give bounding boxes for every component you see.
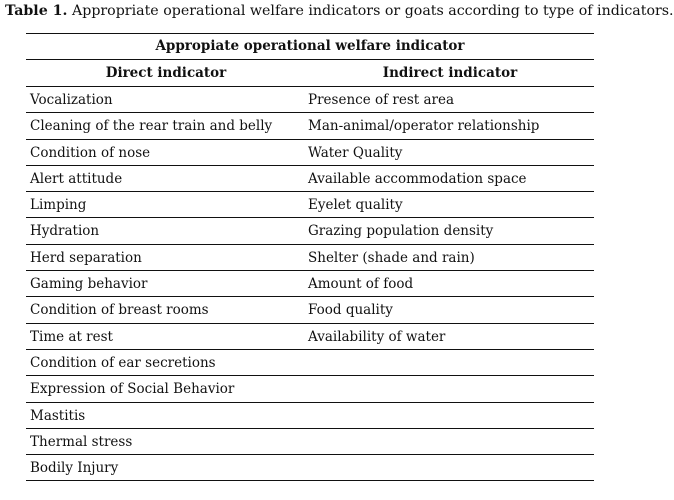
column-header-direct: Direct indicator (105, 65, 227, 81)
table-row (26, 87, 594, 113)
direct-indicator-cell: Limping (30, 197, 87, 214)
indirect-indicator-cell: Amount of food (308, 276, 414, 293)
indirect-indicator-cell: Water Quality (308, 144, 403, 161)
indirect-indicator-cell (308, 376, 594, 401)
caption-label: Table 1. (5, 3, 68, 19)
indirect-indicator-cell: Presence of rest area (308, 92, 455, 108)
direct-indicator-cell: Herd separation (30, 249, 142, 266)
direct-indicator-cell: Vocalization (30, 92, 113, 108)
indirect-indicator-cell: Grazing population density (308, 223, 494, 240)
table-row (26, 140, 594, 166)
direct-indicator-cell: Time at rest (30, 328, 113, 345)
table-row (26, 429, 594, 455)
direct-indicator-cell: Condition of breast rooms (30, 302, 209, 319)
table-row (26, 324, 594, 350)
table-row (26, 245, 594, 271)
table-row (26, 113, 594, 139)
indirect-indicator-cell: Available accommodation space (308, 170, 527, 187)
table-row (26, 350, 594, 376)
table-body (26, 87, 594, 481)
table-row (26, 218, 594, 244)
table-row (26, 192, 594, 218)
indirect-indicator-cell (308, 350, 594, 375)
direct-indicator-cell: Expression of Social Behavior (30, 381, 235, 398)
direct-indicator-cell: Alert attitude (30, 170, 123, 187)
indirect-indicator-cell: Food quality (308, 302, 393, 319)
column-headers (26, 60, 594, 86)
table-row (26, 297, 594, 323)
table-row (26, 376, 594, 402)
direct-indicator-cell: Condition of nose (30, 144, 151, 161)
indirect-indicator-cell (308, 429, 594, 454)
direct-indicator-cell: Mastitis (30, 407, 86, 424)
indirect-indicator-cell (308, 455, 594, 480)
indirect-indicator-cell: Shelter (shade and rain) (308, 249, 475, 266)
direct-indicator-cell: Condition of ear secretions (30, 354, 216, 371)
indicator-table (26, 33, 594, 481)
table-caption (5, 2, 674, 20)
indirect-indicator-cell: Man-animal/operator relationship (308, 118, 540, 135)
direct-indicator-cell: Bodily Injury (30, 460, 119, 477)
table-row (26, 166, 594, 192)
direct-indicator-cell: Thermal stress (30, 433, 133, 450)
indirect-indicator-cell (308, 403, 594, 428)
table-row (26, 455, 594, 481)
column-header-indirect: Indirect indicator (382, 65, 518, 81)
indirect-indicator-cell: Eyelet quality (308, 197, 403, 214)
group-header: Appropiate operational welfare indicator (155, 38, 465, 54)
direct-indicator-cell: Cleaning of the rear train and belly (30, 118, 273, 135)
direct-indicator-cell: Gaming behavior (30, 276, 148, 293)
direct-indicator-cell: Hydration (30, 223, 100, 240)
table-row (26, 403, 594, 429)
table-row (26, 271, 594, 297)
indirect-indicator-cell: Availability of water (308, 328, 446, 345)
caption-text: Appropriate operational welfare indicators or goats according to type of indicators. (67, 3, 674, 19)
